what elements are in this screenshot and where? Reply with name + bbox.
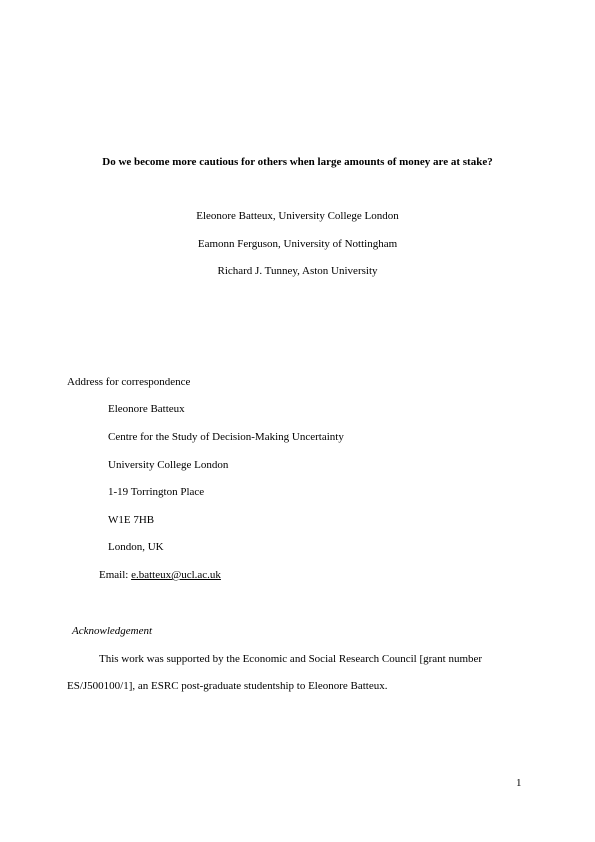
author-1: Eleonore Batteux, University College London: [196, 210, 399, 222]
email-label: Email:: [99, 569, 132, 581]
paper-title: Do we become more cautious for others when large amounts of money are at stake?: [102, 156, 493, 168]
author-2: Eamonn Ferguson, University of Nottingham: [197, 238, 398, 250]
correspondence-name: Eleonore Batteux: [108, 403, 185, 415]
page-number: 1: [516, 777, 522, 789]
author-3: Richard J. Tunney, Aston University: [217, 265, 378, 277]
correspondence-street: 1-19 Torrington Place: [108, 486, 205, 498]
email-link[interactable]: e.batteux@ucl.ac.uk: [131, 569, 221, 581]
correspondence-postcode: W1E 7HB: [108, 514, 155, 526]
correspondence-city: London, UK: [108, 541, 164, 553]
acknowledgement-heading: Acknowledgement: [72, 625, 153, 637]
correspondence-heading: Address for correspondence: [67, 376, 191, 388]
acknowledgement-text-line-1: This work was supported by the Economic and Social Research Council [grant number: [99, 653, 483, 665]
correspondence-email: [99, 569, 221, 582]
acknowledgement-text-line-2: ES/J500100/1], an ESRC post-graduate studentship to Eleonore Batteux.: [67, 680, 388, 692]
correspondence-institution: University College London: [108, 459, 229, 471]
correspondence-centre: Centre for the Study of Decision-Making Uncertainty: [108, 431, 344, 443]
